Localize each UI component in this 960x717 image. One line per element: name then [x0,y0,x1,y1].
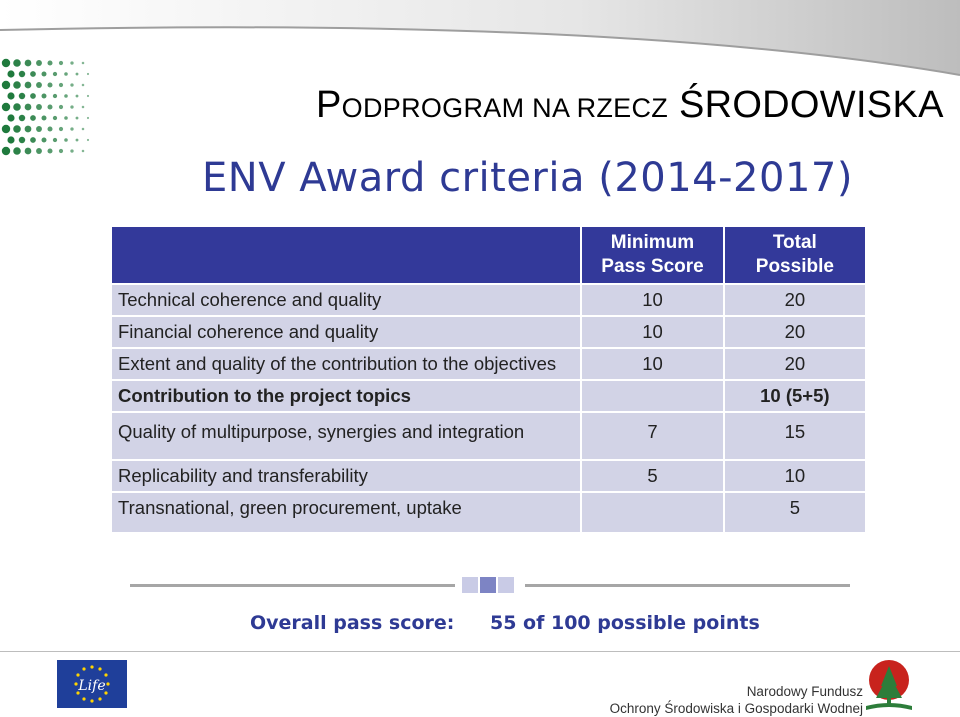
decorative-dot [59,83,63,87]
total-possible-cell: 5 [725,493,865,532]
header-cell-min-score: Minimum Pass Score [582,227,722,283]
divider-square [480,577,496,593]
criterion-cell: Technical coherence and quality [112,285,580,315]
decorative-dot [36,60,42,66]
min-score-cell: 7 [582,413,722,459]
decorative-dot [7,114,14,121]
min-score-cell [582,493,722,532]
embedded-slide [110,140,880,650]
decorative-dot [25,60,32,67]
decorative-dot [47,60,52,65]
program-title-big: ŚRODOWISKA [678,84,944,126]
decorative-dot [2,59,10,67]
decorative-dot [13,125,21,133]
table-row [112,381,865,411]
min-score-cell [582,381,722,411]
criterion-cell: Contribution to the project topics [112,381,580,411]
award-criteria-table [110,225,867,534]
table-row [112,317,865,347]
decorative-dot [30,71,36,77]
total-possible-cell: 20 [725,317,865,347]
table-row [112,349,865,379]
criterion-cell: Extent and quality of the contribution to the objectives [112,349,580,379]
fund-name [610,683,863,717]
decorative-dot [64,72,68,76]
decorative-dot [53,72,57,76]
decorative-dot [42,116,47,121]
divider-square [498,577,514,593]
decorative-dot [82,128,85,131]
decorative-dot [25,104,32,111]
criterion-cell: Replicability and transferability [112,461,580,491]
decorative-dot [13,59,21,67]
decorative-dot [82,62,85,65]
decorative-dot [70,149,73,152]
decorative-dot [7,70,14,77]
decorative-dot [36,104,42,110]
total-possible-cell: 10 (5+5) [725,381,865,411]
decorative-dot [87,73,89,75]
decorative-dot [42,72,47,77]
header-cell-total-possible: Total Possible [725,227,865,283]
decorative-dot [47,148,52,153]
overall-pass-score [250,612,760,634]
decorative-dot [87,117,89,119]
footer-divider [0,651,960,652]
overall-pass-score-value: 55 of 100 possible points [490,612,760,634]
min-score-cell: 10 [582,349,722,379]
decorative-dot [64,138,68,142]
min-score-cell: 5 [582,461,722,491]
table-row [112,413,865,459]
decorative-dot [13,103,21,111]
decorative-dot [13,147,21,155]
eu-life-logo [57,660,127,708]
decorative-dot [2,125,10,133]
overall-pass-score-label: Overall pass score: [250,612,455,634]
total-possible-cell: 20 [725,285,865,315]
table-row [112,461,865,491]
decorative-dot [25,148,32,155]
decorative-dot [42,138,47,143]
decorative-dot [87,95,89,97]
header-cell-criterion [112,227,580,283]
total-possible-cell: 15 [725,413,865,459]
decorative-dot [82,106,85,109]
nfosigw-tree-logo [864,660,914,712]
decorative-dot [30,93,36,99]
top-swoosh-decoration [0,0,960,90]
decorative-dot [76,95,79,98]
decorative-dot [70,61,73,64]
decorative-dot [7,136,14,143]
total-possible-cell: 20 [725,349,865,379]
program-title [316,86,944,124]
decorative-dot [19,93,25,99]
min-score-cell: 10 [582,285,722,315]
decorative-dot [82,150,85,153]
decorative-dot [19,115,25,121]
decorative-dot [59,127,63,131]
decorative-dot [82,84,85,87]
decorative-dot [19,137,25,143]
fund-name-line2: Ochrony Środowiska i Gospodarki Wodnej [609,701,863,716]
table-header-row [112,227,865,283]
table-row [112,493,865,532]
divider-line-right [525,584,850,587]
decorative-dot [36,82,42,88]
decorative-dot [2,103,10,111]
decorative-dot [59,61,63,65]
decorative-dot [42,94,47,99]
decorative-dot [30,115,36,121]
decorative-dot [59,105,63,109]
decorative-dot [64,94,68,98]
decorative-dot [59,149,63,153]
decorative-dot [25,82,32,89]
divider-square [462,577,478,593]
slide-divider [130,577,860,597]
decorative-dot [2,147,10,155]
decorative-dot [47,104,52,109]
min-score-cell: 10 [582,317,722,347]
decorative-dot [76,117,79,120]
program-title-small: ODPROGRAM NA RZECZ [341,93,669,123]
svg-text:Life: Life [78,678,106,694]
total-possible-cell: 10 [725,461,865,491]
decorative-dot [53,138,57,142]
decorative-dot [47,82,52,87]
decorative-dot [70,127,73,130]
decorative-dot [70,83,73,86]
decorative-dot [19,71,25,77]
slide-title: ENV Award criteria (2014-2017) [202,155,853,201]
criterion-cell: Quality of multipurpose, synergies and integration [112,413,580,459]
decorative-dot [47,126,52,131]
decorative-dot [36,126,42,132]
decorative-dot [64,116,68,120]
decorative-dot [76,139,79,142]
decorative-dot [70,105,73,108]
decorative-dot [53,116,57,120]
decorative-dot [7,92,14,99]
decorative-dot [53,94,57,98]
decorative-dot [13,81,21,89]
criterion-cell: Transnational, green procurement, uptake [112,493,580,532]
table-row [112,285,865,315]
decorative-dot [87,139,89,141]
decorative-dot [36,148,42,154]
fund-name-line1: Narodowy Fundusz [746,684,863,699]
decorative-dot [2,81,10,89]
decorative-dot [30,137,36,143]
decorative-dot [25,126,32,133]
divider-line-left [130,584,455,587]
green-dot-pattern [0,58,100,158]
criterion-cell: Financial coherence and quality [112,317,580,347]
program-title-cap: P [316,84,342,126]
decorative-dot [76,73,79,76]
